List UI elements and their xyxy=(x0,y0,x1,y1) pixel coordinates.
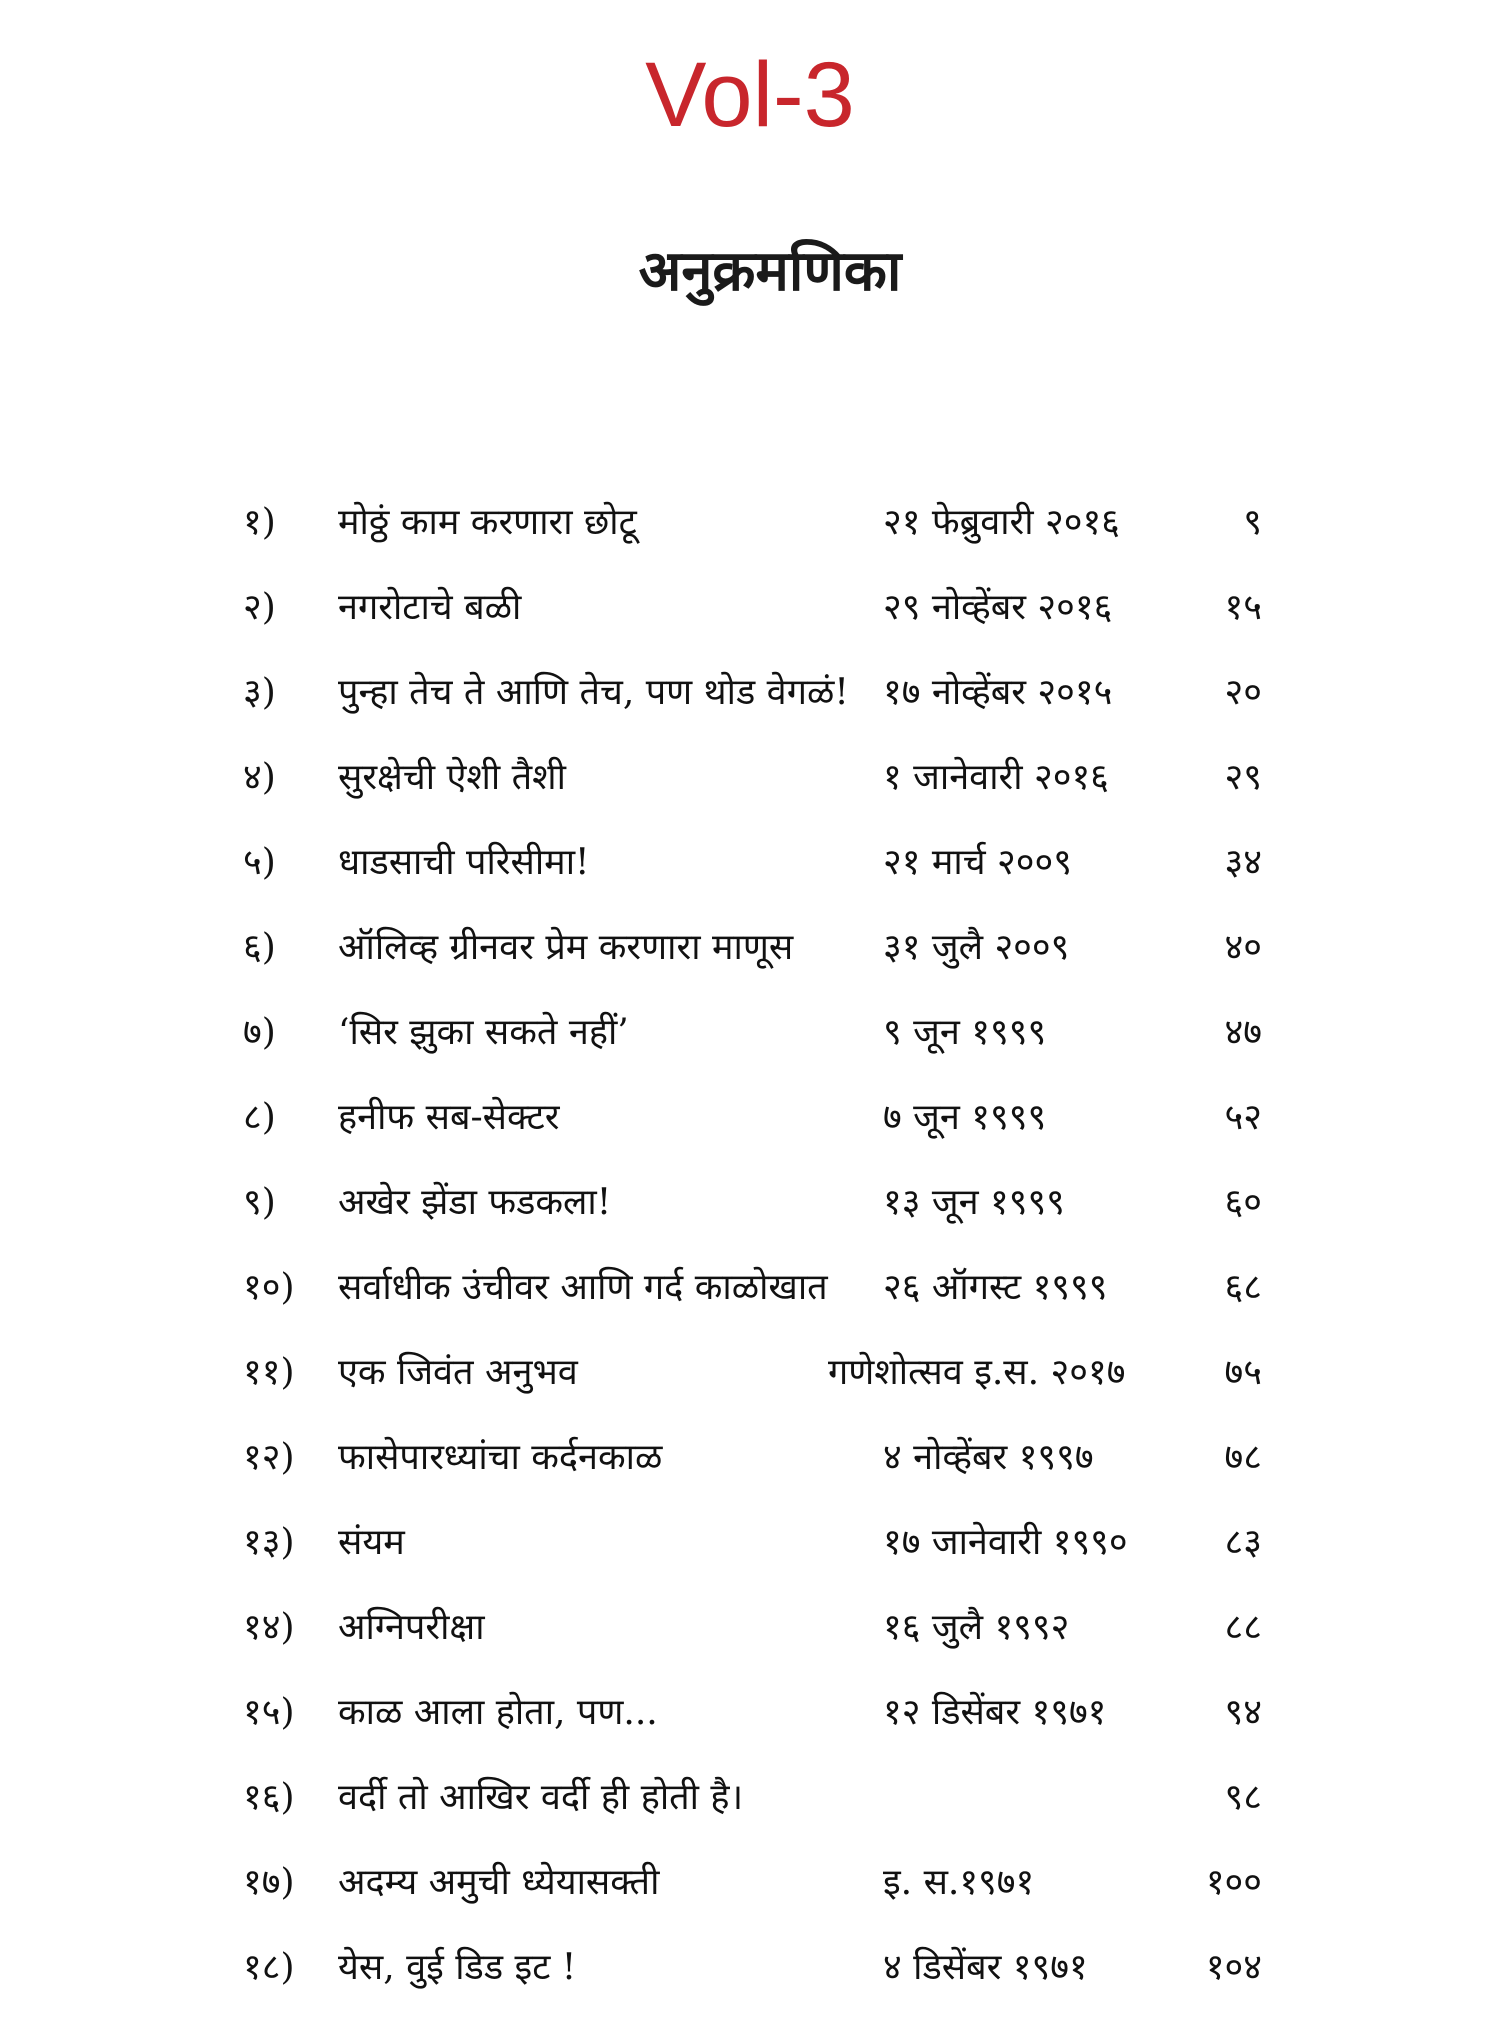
toc-number: ९) xyxy=(243,1182,276,1223)
toc-number: ८) xyxy=(243,1097,276,1138)
toc-row-5 xyxy=(0,828,1500,913)
toc-row-8 xyxy=(0,1083,1500,1168)
toc-row-1 xyxy=(0,488,1500,573)
volume-label: Vol-3 xyxy=(645,44,855,146)
toc-title: येस, वुई डिड इट ! xyxy=(338,1947,577,1988)
toc-page: ६० xyxy=(1224,1182,1262,1223)
toc-title: पुन्हा तेच ते आणि तेच, पण थोड वेगळं! xyxy=(338,672,849,713)
toc-page: १०४ xyxy=(1205,1947,1262,1988)
toc-date: २६ ऑगस्ट १९९९ xyxy=(883,1267,1108,1308)
toc-page: १०० xyxy=(1205,1862,1262,1903)
toc-title: अखेर झेंडा फडकला! xyxy=(338,1182,612,1223)
toc-date: ४ डिसेंबर १९७१ xyxy=(883,1947,1088,1988)
toc-page: ३४ xyxy=(1224,842,1262,883)
toc-date: २१ मार्च २००९ xyxy=(883,842,1072,883)
toc-title: संयम xyxy=(338,1522,405,1563)
toc-number: १८) xyxy=(243,1947,295,1988)
toc-title: वर्दी तो आखिर वर्दी ही होती है। xyxy=(338,1777,744,1818)
toc-number: १२) xyxy=(243,1437,295,1478)
toc-title: धाडसाची परिसीमा! xyxy=(338,842,590,883)
toc-date: गणेशोत्सव इ.स. २०१७ xyxy=(828,1352,1126,1393)
toc-page: ४७ xyxy=(1224,1012,1262,1053)
toc-number: १०) xyxy=(243,1267,295,1308)
toc-date: १ जानेवारी २०१६ xyxy=(883,757,1109,798)
toc-row-3 xyxy=(0,658,1500,743)
toc-date: १३ जून १९९९ xyxy=(883,1182,1065,1223)
toc-row-4 xyxy=(0,743,1500,828)
toc-page: ८८ xyxy=(1224,1607,1262,1648)
toc-row-13 xyxy=(0,1508,1500,1593)
toc-date: इ. स.१९७१ xyxy=(883,1862,1035,1903)
toc-title: सर्वाधीक उंचीवर आणि गर्द काळोखात xyxy=(338,1267,828,1308)
toc-number: १६) xyxy=(243,1777,295,1818)
toc-number: १३) xyxy=(243,1522,295,1563)
toc-number: १) xyxy=(243,502,276,543)
toc-date: २९ नोव्हेंबर २०१६ xyxy=(883,587,1113,628)
toc-row-9 xyxy=(0,1168,1500,1253)
toc-row-18 xyxy=(0,1933,1500,2018)
toc-date: ३१ जुलै २००९ xyxy=(883,927,1070,968)
toc-number: ७) xyxy=(243,1012,276,1053)
toc-row-10 xyxy=(0,1253,1500,1338)
toc-date: ७ जून १९९९ xyxy=(883,1097,1047,1138)
toc-title: ऑलिव्ह ग्रीनवर प्रेम करणारा माणूस xyxy=(338,927,794,968)
table-of-contents xyxy=(0,488,1500,2018)
toc-date: १७ जानेवारी १९९० xyxy=(883,1522,1128,1563)
toc-page: ७५ xyxy=(1224,1352,1262,1393)
toc-date: १७ नोव्हेंबर २०१५ xyxy=(883,672,1113,713)
toc-title: नगरोटाचे बळी xyxy=(338,587,522,628)
toc-page: ६८ xyxy=(1224,1267,1262,1308)
toc-title: अग्निपरीक्षा xyxy=(338,1607,485,1648)
toc-row-12 xyxy=(0,1423,1500,1508)
toc-row-2 xyxy=(0,573,1500,658)
toc-page: ५२ xyxy=(1224,1097,1262,1138)
toc-row-7 xyxy=(0,998,1500,1083)
toc-page: ९ xyxy=(1243,502,1262,543)
toc-page: १५ xyxy=(1224,587,1262,628)
toc-number: ४) xyxy=(243,757,276,798)
toc-page: २० xyxy=(1224,672,1262,713)
toc-title: अदम्य अमुची ध्येयासक्ती xyxy=(338,1862,660,1903)
page-title: अनुक्रमणिका xyxy=(638,239,902,304)
toc-number: ११) xyxy=(243,1352,295,1393)
toc-page: ४० xyxy=(1224,927,1262,968)
toc-date: १६ जुलै १९९२ xyxy=(883,1607,1070,1648)
toc-number: ३) xyxy=(243,672,276,713)
toc-row-15 xyxy=(0,1678,1500,1763)
toc-number: ६) xyxy=(243,927,276,968)
toc-page: ९४ xyxy=(1224,1692,1262,1733)
toc-number: १७) xyxy=(243,1862,295,1903)
toc-number: १४) xyxy=(243,1607,295,1648)
toc-date: ९ जून १९९९ xyxy=(883,1012,1047,1053)
toc-number: २) xyxy=(243,587,276,628)
toc-row-6 xyxy=(0,913,1500,998)
toc-row-17 xyxy=(0,1848,1500,1933)
toc-row-11 xyxy=(0,1338,1500,1423)
toc-title: फासेपारध्यांचा कर्दनकाळ xyxy=(338,1437,663,1478)
toc-date: १२ डिसेंबर १९७१ xyxy=(883,1692,1107,1733)
toc-number: ५) xyxy=(243,842,276,883)
toc-page: ९८ xyxy=(1224,1777,1262,1818)
toc-row-16 xyxy=(0,1763,1500,1848)
toc-title: मोठ्ठं काम करणारा छोटू xyxy=(338,502,637,543)
toc-title: हनीफ सब-सेक्टर xyxy=(338,1097,560,1138)
toc-title: एक जिवंत अनुभव xyxy=(338,1352,578,1393)
toc-number: १५) xyxy=(243,1692,295,1733)
toc-row-14 xyxy=(0,1593,1500,1678)
toc-page: ८३ xyxy=(1224,1522,1262,1563)
toc-title: काळ आला होता, पण... xyxy=(338,1692,658,1733)
toc-date: २१ फेब्रुवारी २०१६ xyxy=(883,502,1120,543)
toc-page: ७८ xyxy=(1224,1437,1262,1478)
toc-title: सुरक्षेची ऐशी तैशी xyxy=(338,757,566,798)
toc-date: ४ नोव्हेंबर १९९७ xyxy=(883,1437,1094,1478)
toc-title: ‘सिर झुका सकते नहीं’ xyxy=(338,1012,629,1053)
toc-page: २९ xyxy=(1224,757,1262,798)
